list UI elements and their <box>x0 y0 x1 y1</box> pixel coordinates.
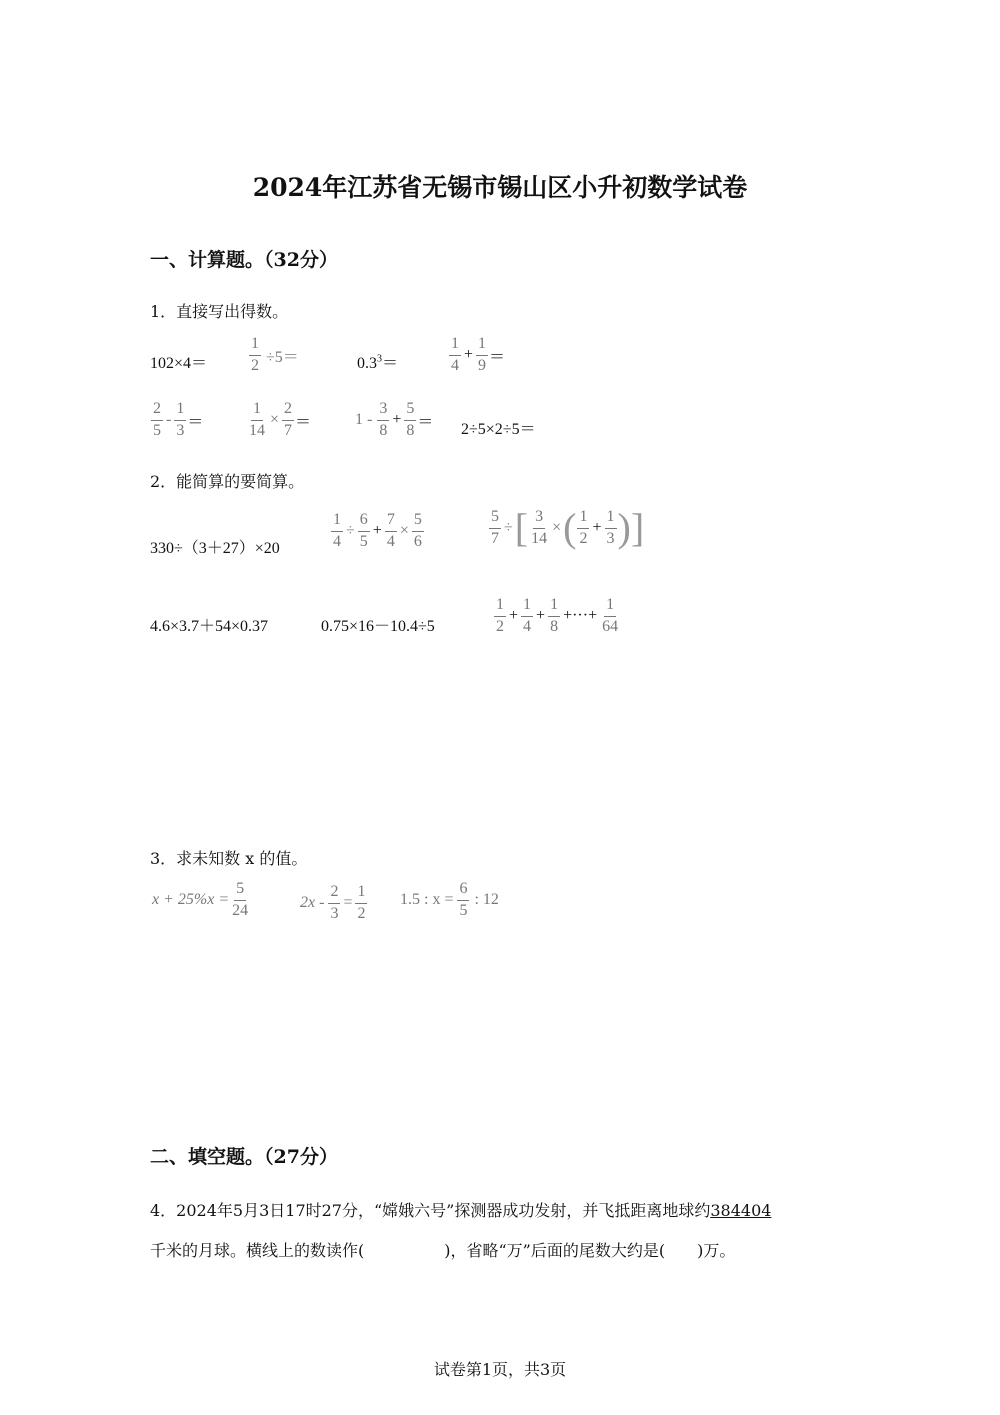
question-4-line-1: 4．2024年5月3日17时27分，“嫦娥六号”探测器成功发射，并飞抵距离地球约384404 <box>150 1201 772 1220</box>
q3-equation-2: 2x - $\frac{2}{3}$ = $\frac{1}{2}$ <box>300 883 366 922</box>
q1-expr-4: $\frac{1}{4}$ + $\frac{1}{9}$ ＝ <box>451 335 506 374</box>
q1-expr-1: 102×4＝ <box>150 355 208 372</box>
fraction: $\frac{1}{2}$ <box>251 335 259 374</box>
question-1-label: 1．直接写出得数。 <box>150 302 289 321</box>
q2-expr-3: $\frac{5}{7}$ ÷ [ $\frac{3}{14}$ × ( $\frac{1}{2}$ + $\frac{1}{3}$ ) ] <box>491 505 645 550</box>
q2-expr-5: 0.75×16－10.4÷5 <box>321 618 435 635</box>
q3-equation-1: x + 25%x = $\frac{5}{24}$ <box>152 880 249 919</box>
question-2-label: 2．能简算的要简算。 <box>150 472 305 491</box>
q2-expr-6: $\frac{1}{2}$ + $\frac{1}{4}$ + $\frac{1}{8}$ +···+ $\frac{1}{64}$ <box>496 596 619 635</box>
q2-expr-4: 4.6×3.7＋54×0.37 <box>150 618 269 635</box>
underlined-number: 384404 <box>710 1201 772 1220</box>
q1-expr-7: 1 - $\frac{3}{8}$ + $\frac{5}{8}$ ＝ <box>355 400 434 439</box>
section-heading-calculation: 一、计算题。（32分） <box>150 249 338 271</box>
q1-expr-5: $\frac{2}{5}$ - $\frac{1}{3}$ ＝ <box>153 400 204 439</box>
question-3-label: 3．求未知数 x 的值。 <box>150 849 308 868</box>
q1-expr-2: $\frac{1}{2}$ ÷5＝ <box>251 335 299 374</box>
page-title: 2024年江苏省无锡市锡山区小升初数学试卷 <box>252 173 748 202</box>
page-footer: 试卷第1页，共3页 <box>433 1360 567 1379</box>
q1-expr-3: $0.3^3=$ <box>357 353 399 372</box>
q1-expr-6: $\frac{1}{14}$ × $\frac{2}{7}$ ＝ <box>249 400 312 439</box>
question-4-line-2: 千米的月球。横线上的数读作( )，省略“万”后面的尾数大约是( )万。 <box>150 1241 736 1260</box>
q2-expr-2: $\frac{1}{4}$ ÷ $\frac{6}{5}$ + $\frac{7}{4}$ × $\frac{5}{6}$ <box>333 511 422 550</box>
q2-expr-1: 330÷（3＋27）×20 <box>150 540 280 557</box>
q1-expr-8: 2÷5×2÷5＝ <box>461 421 536 438</box>
q3-equation-3: 1.5 : x = $\frac{6}{5}$ : 12 <box>400 880 499 919</box>
section-heading-fill-in: 二、填空题。（27分） <box>150 1146 338 1168</box>
